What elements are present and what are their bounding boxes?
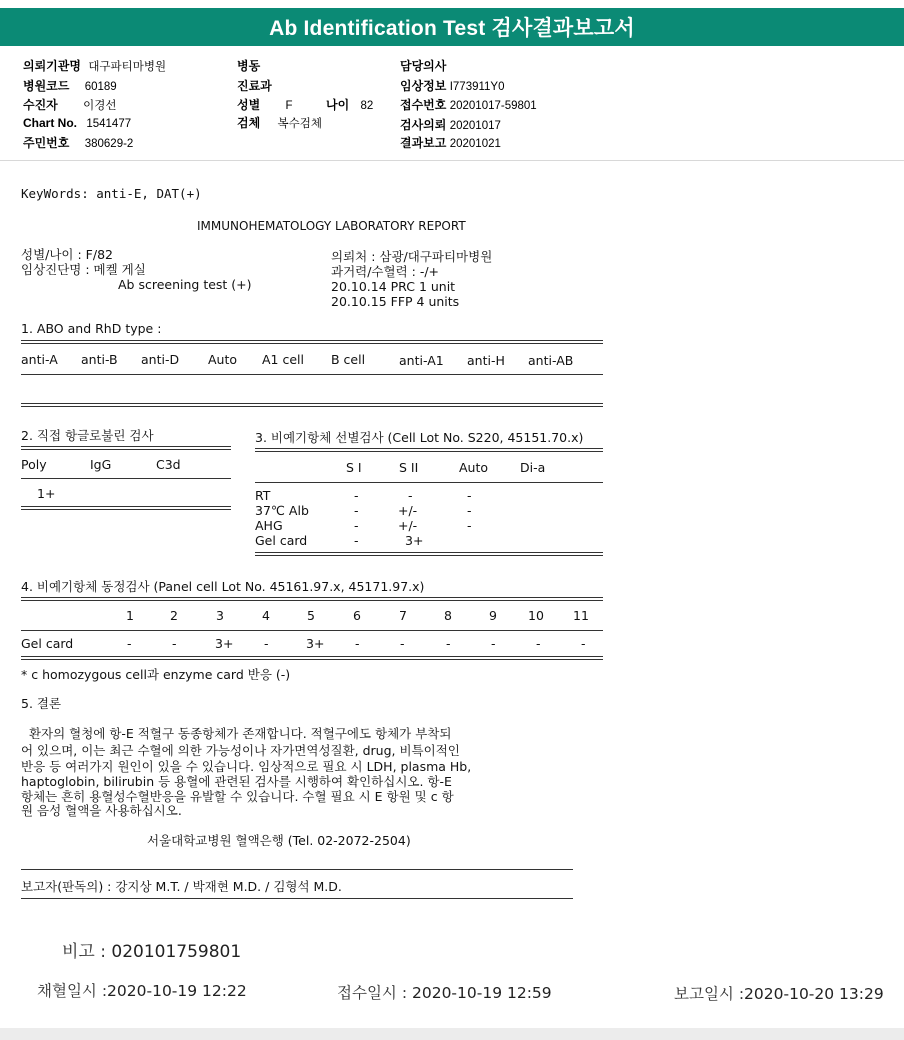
s3-row-37c-auto: -: [467, 503, 472, 518]
s4-value-8: -: [446, 636, 451, 651]
section-4-header-rule: [21, 630, 603, 631]
s3-row-37c-label: 37℃ Alb: [255, 503, 309, 518]
conclusion-line-2: 어 있으며, 이는 최근 수혈에 의한 가능성이나 자가면역성질환, drug, 비특이적인: [21, 743, 460, 758]
keywords: KeyWords: anti-E, DAT(+): [21, 186, 202, 201]
report-datetime: 보고일시 :2020-10-20 13:29: [674, 985, 884, 1003]
transfusion-1: 20.10.14 PRC 1 unit: [331, 279, 456, 294]
s1-header-anti-a: anti-A: [21, 352, 58, 367]
remark: 비고 : 020101759801: [62, 942, 242, 962]
header-field-specimen: 검체 복수검체: [237, 116, 322, 130]
report-title-bar: [0, 8, 904, 46]
transfusion-2: 20.10.15 FFP 4 units: [331, 294, 460, 309]
s1-header-b-cell: B cell: [331, 352, 366, 367]
s3-row-gel-sii: 3+: [405, 533, 424, 548]
reporters: 보고자(판독의) : 강지상 M.T. / 박재현 M.D. / 김형석 M.D.: [21, 879, 342, 894]
s4-value-11: -: [581, 636, 586, 651]
s3-row-gel-si: -: [354, 533, 359, 548]
requester: 의뢰처 : 삼광/대구파티마병원: [331, 249, 493, 264]
s3-row-gel-label: Gel card: [255, 533, 308, 548]
s1-header-anti-b: anti-B: [81, 352, 118, 367]
s4-value-7: -: [400, 636, 405, 651]
header-field-hospital-code: 병원코드 60189: [23, 79, 117, 93]
reporter-bottom-rule: [21, 898, 573, 899]
s4-header-8: 8: [444, 608, 452, 623]
clinical-diagnosis: 임상진단명 : 메켈 게실: [21, 262, 146, 277]
receipt-datetime: 접수일시 : 2020-10-19 12:59: [337, 984, 552, 1002]
s3-row-ahg-auto: -: [467, 518, 472, 533]
clinical-diagnosis-2: Ab screening test (+): [118, 277, 252, 292]
s4-value-10: -: [536, 636, 541, 651]
transfusion-history: 과거력/수혈력 : -/+: [331, 264, 440, 279]
conclusion-line-1: 환자의 혈청에 항-E 적혈구 동종항체가 존재합니다. 적혈구에도 항체가 부착되: [21, 726, 452, 741]
s2-value-poly: 1+: [37, 486, 56, 501]
conclusion-line-6: 원 음성 혈액을 사용하십시오.: [21, 803, 182, 818]
s4-header-6: 6: [353, 608, 361, 623]
s1-header-anti-d: anti-D: [141, 352, 180, 367]
collection-datetime: 채혈일시 :2020-10-19 12:22: [37, 982, 247, 1000]
section-2-top-rule: [21, 446, 231, 450]
s4-row-label: Gel card: [21, 636, 74, 651]
hospital-contact: 서울대학교병원 혈액은행 (Tel. 02-2072-2504): [147, 833, 411, 848]
s4-header-3: 3: [216, 608, 224, 623]
report-title: Ab Identification Test 검사결과보고서: [269, 17, 635, 40]
lab-report-title: IMMUNOHEMATOLOGY LABORATORY REPORT: [197, 219, 466, 233]
section-1-title: 1. ABO and RhD type :: [21, 321, 162, 336]
s4-header-7: 7: [399, 608, 407, 623]
s4-header-10: 10: [528, 608, 544, 623]
s3-row-rt-auto: -: [467, 488, 472, 503]
s4-value-9: -: [491, 636, 496, 651]
header-field-age: 나이 82: [326, 98, 374, 112]
s2-header-igg: IgG: [90, 457, 112, 472]
s3-row-ahg-label: AHG: [255, 518, 283, 533]
section-5-title: 5. 결론: [21, 696, 62, 711]
bottom-strip: [0, 1028, 904, 1040]
section-3-bottom-rule: [255, 552, 603, 556]
header-field-clinical-info: 임상정보 I773911Y0: [400, 79, 505, 93]
section-2-header-rule: [21, 478, 231, 479]
s4-header-9: 9: [489, 608, 497, 623]
section-3-title: 3. 비예기항체 선별검사 (Cell Lot No. S220, 45151.70.x): [255, 430, 584, 445]
section-2-bottom-rule: [21, 506, 231, 510]
s4-header-1: 1: [126, 608, 134, 623]
section-1-bottom-rule: [21, 403, 603, 407]
section-1-top-rule: [21, 340, 603, 344]
s3-header-auto: Auto: [459, 460, 489, 475]
header-field-ward: 병동: [237, 59, 261, 73]
header-divider: [0, 160, 904, 161]
section-3-top-rule: [255, 448, 603, 452]
s4-header-2: 2: [170, 608, 178, 623]
s1-header-anti-ab: anti-AB: [528, 353, 574, 368]
s3-header-di-a: Di-a: [520, 460, 546, 475]
header-field-report-date: 결과보고 20201021: [400, 136, 501, 150]
s3-row-ahg-si: -: [354, 518, 359, 533]
s3-row-ahg-sii: +/-: [398, 518, 418, 533]
s3-row-37c-si: -: [354, 503, 359, 518]
s3-header-si: S I: [346, 460, 362, 475]
header-field-receipt-no: 접수번호 20201017-59801: [400, 98, 537, 112]
header-field-department: 진료과: [237, 79, 272, 93]
conclusion-line-3: 반응 등 여러가지 원인이 있을 수 있습니다. 임상적으로 필요 시 LDH, plasma Hb,: [21, 759, 472, 774]
s4-value-1: -: [127, 636, 132, 651]
conclusion-line-4: haptoglobin, bilirubin 등 용혈에 관련된 검사를 시행하여 확인하십시오. 항-E: [21, 774, 452, 789]
s1-header-auto: Auto: [208, 352, 238, 367]
section-3-header-rule: [255, 482, 603, 483]
section-4-bottom-rule: [21, 656, 603, 660]
s4-note: * c homozygous cell과 enzyme card 반응 (-): [21, 667, 291, 682]
header-field-resident-no: 주민번호 380629-2: [23, 136, 134, 150]
s4-value-3: 3+: [215, 636, 234, 651]
conclusion-line-5: 항체는 흔히 용혈성수혈반응을 유발할 수 있습니다. 수혈 필요 시 E 항원 및 c 항: [21, 789, 454, 804]
s1-header-anti-h: anti-H: [467, 353, 505, 368]
section-4-top-rule: [21, 597, 603, 601]
s4-value-6: -: [355, 636, 360, 651]
header-field-institution: 의뢰기관명 대구파티마병원: [23, 59, 167, 73]
s2-header-poly: Poly: [21, 457, 47, 472]
s2-header-c3d: C3d: [156, 457, 181, 472]
s4-header-5: 5: [307, 608, 315, 623]
section-4-title: 4. 비예기항체 동정검사 (Panel cell Lot No. 45161.97.x, 45171.97.x): [21, 579, 425, 594]
s4-header-4: 4: [262, 608, 270, 623]
section-1-header-rule: [21, 374, 603, 375]
s3-row-rt-sii: -: [408, 488, 413, 503]
s4-header-11: 11: [573, 608, 589, 623]
s3-row-37c-sii: +/-: [398, 503, 418, 518]
s1-header-anti-a1: anti-A1: [399, 353, 444, 368]
header-field-patient: 수진자 이경선: [23, 98, 117, 112]
s1-header-a1-cell: A1 cell: [262, 352, 304, 367]
s3-row-rt-si: -: [354, 488, 359, 503]
header-field-sex: 성별 F: [237, 98, 293, 112]
s3-row-rt-label: RT: [255, 488, 271, 503]
header-field-doctor: 담당의사: [400, 59, 447, 73]
s4-value-5: 3+: [306, 636, 325, 651]
s4-value-2: -: [172, 636, 177, 651]
section-2-title: 2. 직접 항글로불린 검사: [21, 428, 154, 443]
reporter-top-rule: [21, 869, 573, 870]
sex-age: 성별/나이 : F/82: [21, 247, 113, 262]
header-field-chart-no: Chart No. 1541477: [23, 116, 132, 130]
s3-header-sii: S II: [399, 460, 419, 475]
header-field-request-date: 검사의뢰 20201017: [400, 118, 501, 132]
s4-value-4: -: [264, 636, 269, 651]
